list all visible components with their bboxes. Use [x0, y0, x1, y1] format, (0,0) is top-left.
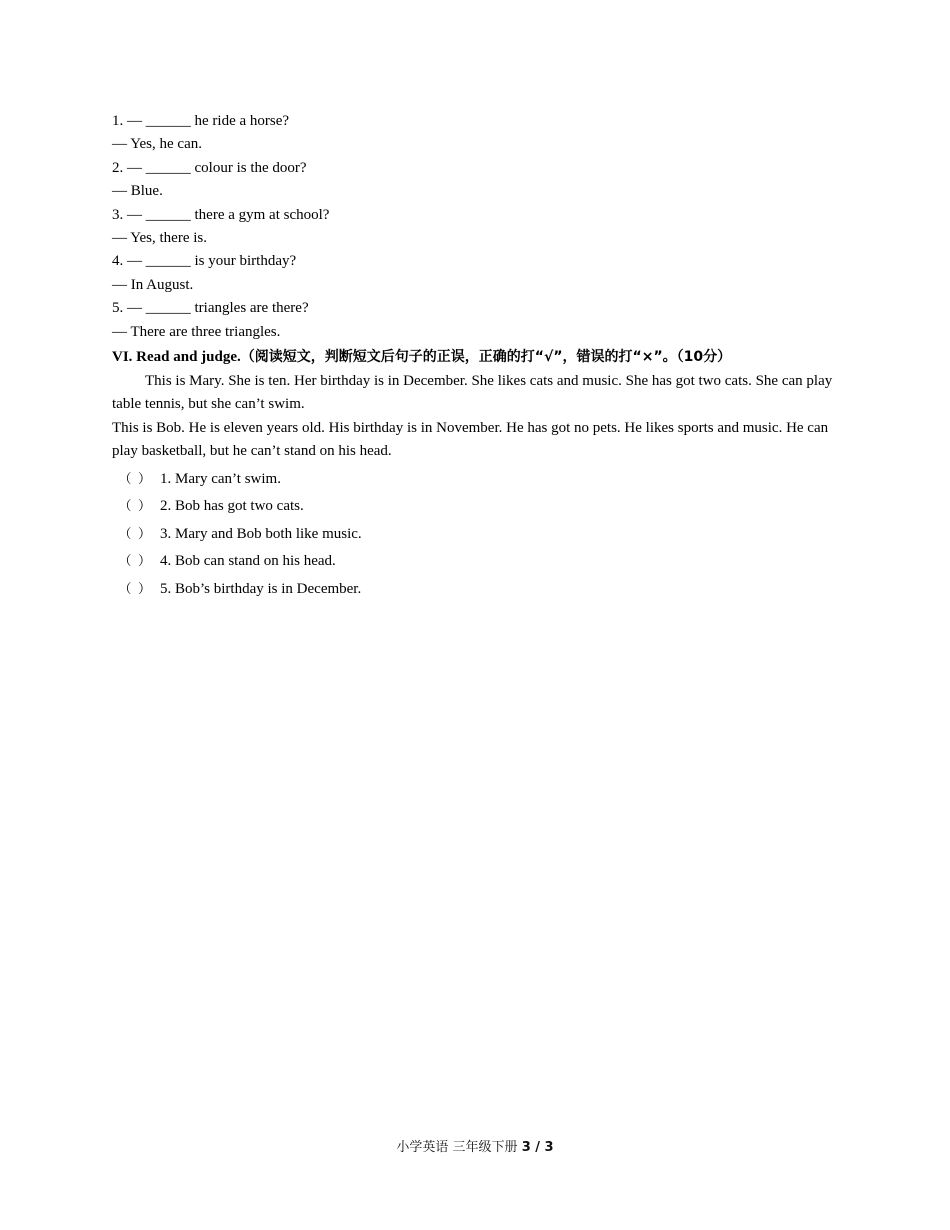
- answer-bracket[interactable]: （ ）: [118, 499, 152, 515]
- question-line: 4. — ______ is your birthday?: [112, 253, 297, 270]
- judge-statement: 1. Mary can’t swim.: [160, 470, 281, 487]
- section-heading: [112, 344, 842, 370]
- section-title-en: VI. Read and judge.: [112, 349, 241, 366]
- judge-statement: 3. Mary and Bob both like music.: [160, 525, 362, 542]
- answer-line: — Yes, he can.: [112, 136, 202, 153]
- judge-item: [112, 493, 842, 521]
- answer-bracket[interactable]: （ ）: [118, 526, 152, 542]
- question-line: 3. — ______ there a gym at school?: [112, 206, 330, 223]
- passage-mary: This is Mary. She is ten. Her birthday is in December. She likes cats and music. She has got two cats. She can play table tennis, but she can’t swim.: [112, 373, 833, 413]
- question-line: 1. — ______ he ride a horse?: [112, 113, 290, 129]
- judge-item: [112, 521, 842, 549]
- question-line: 5. — ______ triangles are there?: [112, 300, 309, 317]
- answer-bracket[interactable]: （ ）: [118, 554, 152, 570]
- judge-statement: 2. Bob has got two cats.: [160, 498, 304, 515]
- section-title-cn: （阅读短文，判断短文后句子的正误，正确的打“√”，错误的打“×”。（10分）: [240, 349, 732, 366]
- passage-bob: This is Bob. He is eleven years old. His birthday is in November. He has got no pets. He likes sports and music. He can play basketball, but he can’t stand on his head.: [112, 419, 829, 460]
- page-footer: [0, 1136, 950, 1155]
- answer-line: — Blue.: [112, 183, 163, 200]
- question-line: 2. — ______ colour is the door?: [112, 159, 307, 176]
- page-number: 3 / 3: [521, 1140, 554, 1155]
- judge-item: [112, 466, 842, 494]
- answer-line: — In August.: [112, 276, 194, 293]
- answer-bracket[interactable]: （ ）: [118, 471, 152, 487]
- fill-blank-questions: [112, 110, 842, 344]
- answer-line: — There are three triangles.: [112, 323, 281, 340]
- answer-line: — Yes, there is.: [112, 230, 208, 247]
- judge-statement: 5. Bob’s birthday is in December.: [160, 580, 362, 597]
- footer-label: 小学英语 三年级下册: [396, 1140, 518, 1155]
- judge-list: [112, 466, 842, 604]
- judge-item: [112, 576, 842, 604]
- judge-item: [112, 548, 842, 576]
- judge-statement: 4. Bob can stand on his head.: [160, 553, 336, 570]
- page-content: [112, 110, 842, 603]
- answer-bracket[interactable]: （ ）: [118, 581, 152, 597]
